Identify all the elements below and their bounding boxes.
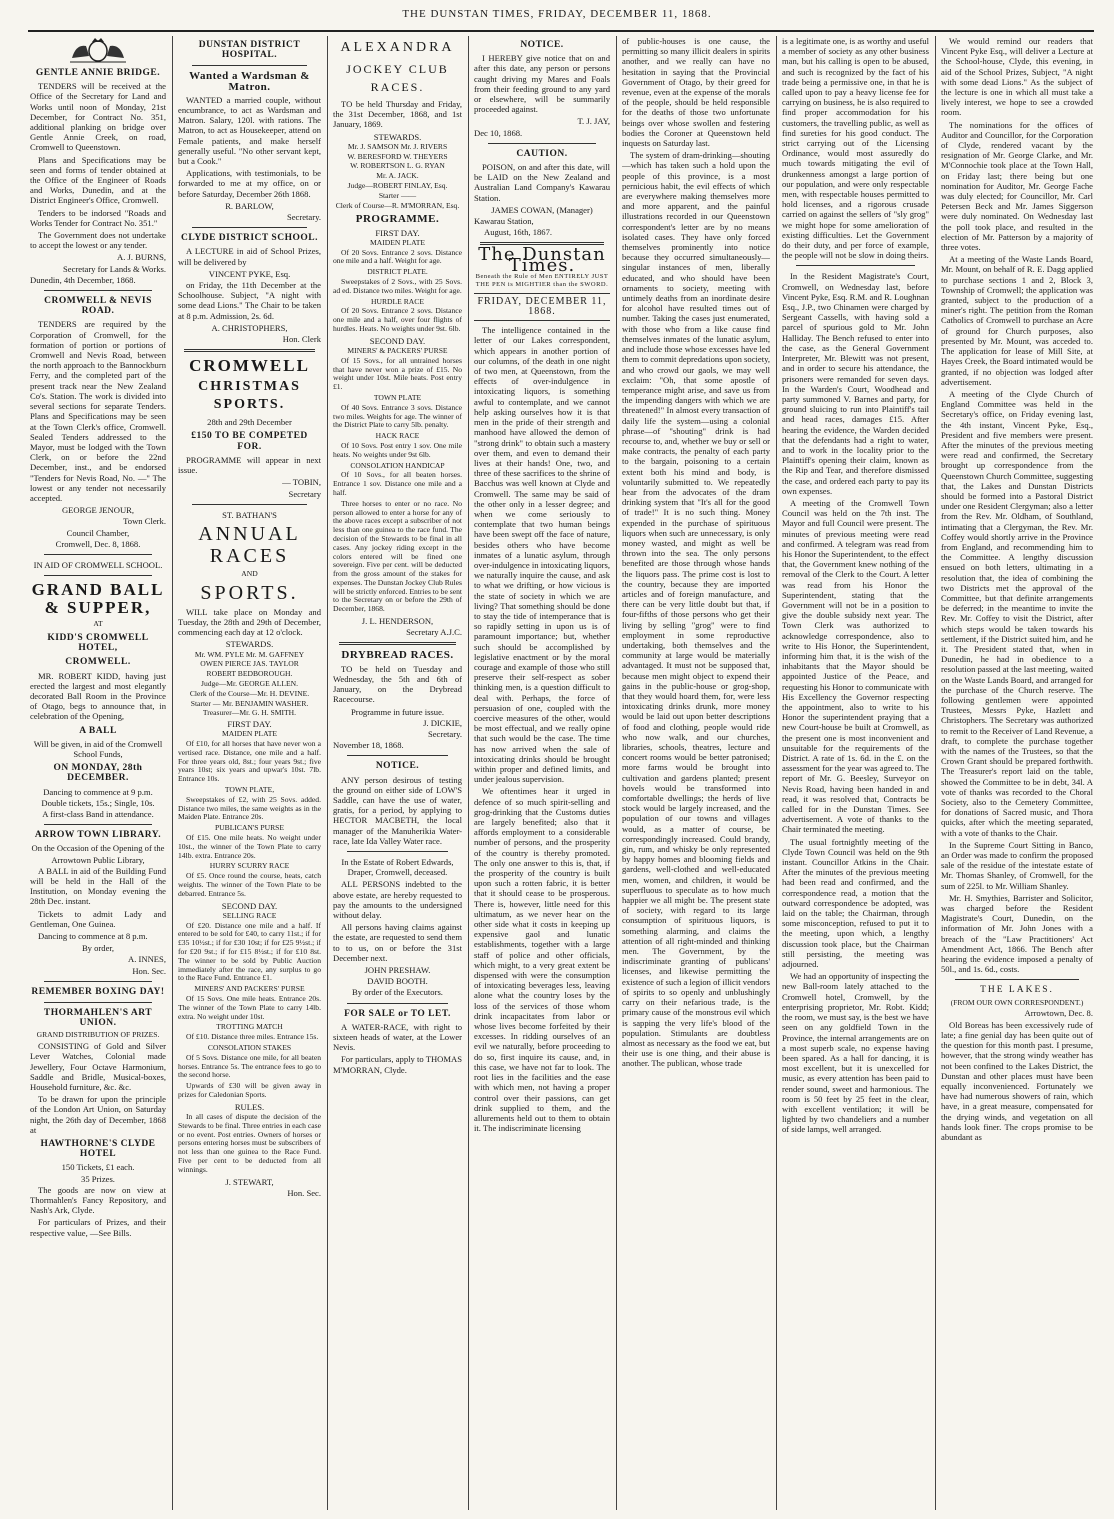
ad-text: By order of the Executors. <box>352 987 443 998</box>
official-line: Judge—ROBERT FINLAY, Esq. <box>347 181 448 190</box>
divider <box>44 575 152 576</box>
race-title: DISTRICT PLATE. <box>367 267 428 277</box>
newspaper-motto: THE PEN is MIGHTIER than the SWORD. <box>475 280 609 288</box>
ad-text: Dancing to commence at 9 p.m. <box>43 786 153 797</box>
ad-text: A WATER-RACE, with right to sixteen heads of water, at the Lower Nevis. <box>333 1021 462 1053</box>
ad-subtitle: CROMWELL. <box>65 657 131 668</box>
ad-text: A first-class Band in attendance. <box>42 808 154 819</box>
ad-signature-title: Secretary <box>288 488 321 499</box>
ad-text: TENDERS are required by the Corporation of Cromwell, for the formation of portion or portions of Cromwell and Nevis Road, between the north approach to the Bannockburn Ferry, and the completed part of the present track near the New Zealand Co's. Station. The work is divided into several sections for separate Tenders. Plans and Specifications may be seen at the Town Clerk's office, Cromwell. Sealed Tenders addressed to the Mayor, must be lodged with the Town Clerk, on or before the 22nd December, inst., and be endorsed "Tenders for Nevis Road, No. —" The lowest or any tender not necessarily accepted. <box>30 319 166 503</box>
ad-title: GENTLE ANNIE BRIDGE. <box>35 68 161 78</box>
official-line: Treasurer—Mr. G. H. SMITH. <box>202 708 297 718</box>
section-heading: STEWARDS. <box>373 131 422 142</box>
ad-text: All persons having claims against the estate, are requested to send them to to us, on or before the 31st December next. <box>333 922 462 963</box>
race-text: Of 15 Sovs., for all untrained horses that have never won a prize of £15. No weight under 10st. Mile heats. Post entry £1. <box>333 355 462 392</box>
news-paragraph: The nominations for the offices of Auditor and Councillor, for the Corporation of Clyde, rendered vacant by the resignation of Mr. George Clarke, and Mr. M'Connochie took place at the Town Hall, on Friday last; there being but one nomination for Auditor, Mr. George Fache was duly elected; for Councillor, Mr. Carl Petersen Beck and Mr. James Siggerson were duly nominated. On Wednesday last the poll took place, and resulted in the election of Mr. Patterson by a majority of three votes. <box>941 119 1093 253</box>
ad-text: The goods are now on view at Thormahlen's Fancy Repository, and Nash's Ark, Clyde. <box>30 1184 166 1216</box>
steward-line: W. BERESFORD W. THEYERS <box>347 151 448 161</box>
column-rule <box>327 36 328 1510</box>
ad-title: ANNUAL RACES <box>198 522 301 567</box>
ad-title: SPORTS. <box>200 581 299 604</box>
news-paragraph: The usual fortnightly meeting of the Clyde Town Council was held on the 9th instant. Councillor Atkins in the Chair. After the minutes of the previous meeting had been read and confirmed, and the correspondence read, a motion that the outward correspondence be adopted, was laid on the table; the Chairman, through some misconception, refused to put it to the meeting, upon which, a lengthy discussion took place, but the Chairman still persisting, the meeting was adjourned. <box>782 836 929 970</box>
ad-text: Applications, with testimonials, to be forwarded to me at my office, on or before Saturday, December 26th 1868. <box>178 168 321 199</box>
ad-title: REMEMBER BOXING DAY! <box>31 986 165 997</box>
news-paragraph: A meeting of the Clyde Church of England Committee was held in the Secretary's office, on Friday evening last, the 4th instant, Vincent Pyke, Esq., President and five members were present. After the minutes of the previous meeting were read and confirmed, the Secretary brought up correspondence from the Queenstown Church Committee, suggesting that, the Lakes and Dunstan Districts should be formed into a Pastoral District under one Resident Clergyman; also a letter from the Rev. Mr. Oldham, of Southland, intimating that a Clergyman, the Rev. Mr. Coffey would shortly arrive in the Province from England, and recommending him to the Committee. A lengthy discussion ensued on both letters, ultimating in a resolution that, the idea of combining the two Districts met the approval of the Committee, but that definite arrangements be deferred; in the meantime to invite the Rev. Mr. Coffey to visit the District, after which steps would be taken towards his settlement, if the District suited him, and he it. The President stated that, when in Dunedin, he had in obedience to a resolution passed at the last meeting, waited on the Waste Lands Board, and arranged for the purchase of the Church reserve. The following gentlemen were appointed Trustees, Messrs Pyke, Hazlett and Christophers. The Secretary was authorized to remit to the Receiver of Land Revenue, a draft, to complete the purchase together with the names of the Trustees, so that the Crown Grant should be prepared forthwith. The Treasurer's report laid on the table, showed the Committee to be in debt, 34l. A vote of thanks was recorded to the Choral Society, also to the Cemetery Committee, for donations of Sacred music, and Thora quicks, after which the meeting separated, with a vote of thanks to the Chair. <box>941 388 1093 838</box>
news-paragraph: We had an opportunity of inspecting the new Ball-room lately attached to the Cromwell hotel, Cromwell, by the enterprising proprietor, Mr. Robt. Kidd; the room, we must say, is the best we have seen on any goldfield Town in the Province, the internal arrangements are on a most superb scale, no expense having been spared. As a hall for dancing, it is most excellent, but it is unexcelled for music, as every attention has been paid to render sound, sweet and harmonious. The room is 50 feet by 25 feet in the clear, with excellent ventilation; it will be lighted by two chandeliers and a number of side lamps, well arranged. <box>782 971 929 1135</box>
race-text: Of 15 Sovs. One mile heats. Entrance 20s. The winner of the Town Plate to carry 14lb. extra. No weight under 10st. <box>178 994 321 1021</box>
divider <box>796 265 915 266</box>
divider <box>347 851 448 852</box>
ad-subtitle: KIDD'S CROMWELL HOTEL, <box>47 632 149 654</box>
issue-dateline: FRIDAY, DECEMBER 11, 1868. <box>474 293 610 321</box>
day-heading: FIRST DAY. <box>227 719 272 730</box>
section-subtitle: (FROM OUR OWN CORRESPONDENT.) <box>950 997 1084 1007</box>
news-paragraph: In the Supreme Court Sitting in Banco, an Order was made to confirm the proposed sale of the residue of the intestate estate of Mr. Thomas Shanley, of Cromwell, for the sum of 225l. to Mr. William Shanley. <box>941 839 1093 891</box>
race-text: Of £5. Once round the course, heats, catch weights. The winner of the Town Plate to be debarred. Entrance 5s. <box>178 871 321 898</box>
race-title: MINERS' & PACKERS' PURSE <box>347 345 448 355</box>
editorial-text: of public-houses is one cause, the permitting so many illicit dealers in spirits another, and we really can have no hesitation in saying that the Provincial Government of Otago, by their greed for revenue, even at the expense of the morals of the people, should be held responsible for the deaths of those two unfortunate beings over whose swollen and festering bodies the Coroner at Queenstown held inquests on Saturday last. <box>622 36 770 149</box>
race-title: TROTTING MATCH <box>216 1022 283 1032</box>
ad-title: DUNSTAN DISTRICT HOSPITAL. <box>198 40 301 61</box>
section-heading: PROGRAMME. <box>355 213 440 226</box>
race-title: HURRY SCURRY RACE <box>209 861 290 871</box>
race-text: Of 20 Sovs. Entrance 2 sovs. Distance one mile and a half, over four flights of hurdles. Heats. No weights under 9st. 6lb. <box>333 306 462 333</box>
divider <box>44 1002 152 1003</box>
ad-subtitle: HAWTHORNE'S CLYDE HOTEL <box>40 1139 156 1160</box>
news-paragraph: At a meeting of the Waste Lands Board, Mr. Mount, on behalf of R. E. Dagg applied to purchase sections 1 and 2, Block 3, Township of Cromwell; the application was granted, subject to the production of a miner's right. The petition from the Roman Catholics of Cromwell to purchase an Acre of ground for Church purposes, also presented by Mr. Mount, was acceded to. The application for lease of Mill Site, at Hayes Creek, the Board intimated would be granted, if no objection was lodged after advertisement. <box>941 254 1093 387</box>
ad-subtitle: £150 TO BE COMPETED FOR. <box>191 431 308 452</box>
ad-title: CROMWELL & NEVIS ROAD. <box>44 296 152 317</box>
ad-date: Cromwell, Dec. 8, 1868. <box>55 538 141 549</box>
ad-title: JOCKEY CLUB RACES. <box>346 62 449 94</box>
ad-text: 28th and 29th December <box>207 417 292 428</box>
ad-date: Dec 10, 1868. <box>474 127 523 138</box>
ad-text: The Government does not undertake to accept the lowest or any tender. <box>30 230 166 251</box>
ad-text: AT <box>93 619 103 629</box>
ad-signature: JAMES COWAN, (Manager) <box>491 204 593 215</box>
ad-text: Dancing to commence at 8 p.m. <box>38 931 148 942</box>
ad-signature: A. INNES, <box>128 954 166 965</box>
ad-signature: J. DICKIE, <box>423 717 462 728</box>
header-rule <box>28 30 1094 32</box>
day-heading: SECOND DAY. <box>221 900 278 911</box>
ad-text: Arrowtown Public Library, <box>51 854 145 865</box>
ad-text: TO be held on Tuesday and Wednesday, the 5th and 6th of January, on the Drybread Racecourse. <box>333 663 462 705</box>
race-title: TOWN PLATE, <box>224 785 275 795</box>
ad-title: DRYBREAD RACES. <box>341 649 454 662</box>
ad-text: VINCENT PYKE, Esq. <box>208 268 291 279</box>
divider <box>955 979 1079 980</box>
ad-place: Council Chamber, <box>66 527 130 538</box>
ad-text: ALL PERSONS indebted to the above estate, are hereby requested to pay the amounts to the undersigned without delay. <box>333 879 462 920</box>
official-line: Clerk of the Course—Mr. H. DEVINE. <box>189 688 310 698</box>
race-title: MINERS' AND PACKERS' PURSE <box>194 984 305 994</box>
column-2 <box>178 36 321 1512</box>
ad-text: Double tickets, 15s.; Single, 10s. <box>41 797 155 808</box>
ad-text: WANTED a married couple, without encumbrance, to act as Wardsman and Matron. Salary, 120l. with rations. The Matron, to act as Housekeeper, attend on Female patients, and make herself generally useful. "No other servant kept, but a Cook." <box>178 94 321 167</box>
steward-line: Mr. J. SAMSON Mr. J. RIVERS <box>347 141 448 151</box>
ad-text: Programme in future issue. <box>350 706 445 717</box>
ad-title: NOTICE. <box>520 40 564 50</box>
race-title: HACK RACE <box>375 431 420 441</box>
race-title: HURDLE RACE <box>371 296 424 306</box>
ad-text: MR. ROBERT KIDD, having just erected the largest and most elegantly decorated Ball Room in the Province of Otago, begs to announce that, in celebration of the Opening, <box>30 670 166 722</box>
race-title: CONSOLATION HANDICAP <box>350 460 445 470</box>
ad-text: A BALL in aid of the Building Fund will be held in the Hall of the Institution, on Monday evening the 28th Dec. instant. <box>30 865 166 907</box>
ad-title: CROMWELL <box>189 356 310 376</box>
section-heading: STEWARDS. <box>225 639 274 650</box>
dateline: Arrowtown, Dec. 8. <box>1024 1008 1093 1019</box>
divider <box>192 227 307 228</box>
ad-signature-title: Hon. Sec. <box>132 965 166 976</box>
divider <box>488 143 596 144</box>
race-text: Of 10 Sovs. Post entry 1 sov. One mile heats. No weights under 9st 6lb. <box>333 440 462 459</box>
section-heading: RULES. <box>234 1101 265 1112</box>
ad-text: By order, <box>81 943 115 954</box>
ad-text: ANY person desirous of testing the ground on either side of LOW'S Saddle, can have the use of water, gratis, for a period, by applying to HECTOR MACBETH, the local manager of the Manuherikia Water-race, late Ida Valley Water race. <box>333 774 462 846</box>
divider <box>347 755 448 756</box>
ad-title: CLYDE DISTRICT SCHOOL. <box>181 233 318 244</box>
royal-crest-icon <box>30 38 166 64</box>
ad-signature: — TOBIN, <box>282 477 321 488</box>
news-paragraph: In the Resident Magistrate's Court, Cromwell, on Wednesday last, before Vincent Pyke, Esq. R.M. and R. Loughnan Esq., J.P., two Chinamen were charged by Sergeant Cassells, with having sold a parcel of spurious gold to Mr. John Halliday. The Bench refused to enter into the case, as the General Government Interpreter, Mr. Blewitt was not present, and in order to secure his attendance, the prisoners were remanded for seven days. In the Warden's Court, Woodhead and party summoned V. Barnes and party, for ground sluicing to run into Plaintiff's tail and head races, damages £15. After hearing the evidence, the Warden decided that the defendants had a right to water, and to work in the locality prior to the Plaintiff's opening their claim, known as the Rip and Tear, and therefore dismissed the case, and ordered each party to pay its own expenses. <box>782 271 929 496</box>
race-text: Of 5 Sovs. Distance one mile, for all beaten horses. Entrance 5s. The entrance fees to go to the second horse. <box>178 1052 321 1080</box>
official-line: Judge—Mr. GEORGE ALLEN. <box>200 678 299 688</box>
ad-text: POISON, on and after this date, will be LAID on the New Zealand and Australian Land Company's Kawarau Station. <box>474 162 610 203</box>
ad-subtitle: Wanted a Wardsman & Matron. <box>189 70 310 93</box>
column-rule <box>172 36 173 1510</box>
ad-place: Kawarau Station, <box>474 216 534 227</box>
newspaper-motto: Beneath the Rule of Men ENTIRELY JUST <box>475 272 609 280</box>
official-line: Starter —— <box>378 190 417 200</box>
race-text: Of £10, for all horses that have never won a vertised race. Distance, one mile and a half. For three years old, 8st.; four years 9st.; five years 10st; six years and upwar's 10st. 7lb. Entrance 10s. <box>178 739 321 784</box>
ad-signature-title: Hon. Sec. <box>287 1187 321 1198</box>
divider <box>44 554 152 555</box>
ad-text: For particulars, apply to THOMAS M'MORRAN, Clyde. <box>333 1054 462 1075</box>
ad-signature-title: Hon. Clerk <box>282 334 321 345</box>
page-header <box>0 0 1114 30</box>
ad-signature: T. J. JAY, <box>577 116 610 127</box>
steward-line: ROBERT BEDBOROUGH. <box>206 669 293 679</box>
section-title: THE LAKES. <box>980 985 1054 996</box>
ad-signature: A. J. BURNS, <box>117 252 166 263</box>
race-text: Of £10. Distance three miles. Entrance 15s. <box>186 1032 319 1042</box>
newspaper-title: The Dunstan Times. <box>478 244 606 276</box>
news-paragraph: Mr. H. Smythies, Barrister and Solicitor, was charged before the Resident Magistrate's Court, Dunedin, on the information of Mr. John Jones with a breach of the "Law Practitioners' Act Amendment Act, 1866. The Bench after hearing the evidence imposed a penalty of 50l., and 1s. 6d., costs. <box>941 892 1093 975</box>
column-rule <box>776 36 777 1510</box>
ad-signature: J. L. HENDERSON, <box>361 616 434 627</box>
rules-text: In all cases of dispute the decision of the Stewards to be final. Three entries in each case or no event. Post entries. Owners of horses or persons entering horses must be subscribers of not less than one guinea to the Race Fund. Five per cent to be deducted from all winnings. <box>178 1111 321 1174</box>
ad-text: on Friday, the 11th December at the Schoolhouse. Subject, "A night with some dead Lions." The Chair to be taken at 8 p.m. Admission, 2s. 6d. <box>178 280 321 321</box>
race-title: TOWN PLATE <box>373 392 422 402</box>
ad-text: TENDERS will be received at the Office of the Secretary for Land and Works until noon of Monday, 21st December, for Contract No. 351, additional planking on bridge over Gentle Annie Creek, on road, Cromwell to Queenstown. <box>30 81 166 153</box>
ad-title: THORMAHLEN'S ART UNION. <box>43 1008 153 1029</box>
day-heading: SECOND DAY. <box>369 335 426 346</box>
divider <box>44 824 152 825</box>
ad-text: 150 Tickets, £1 each. <box>61 1162 135 1173</box>
ad-text: Will be given, in aid of the Cromwell School Funds, <box>33 738 163 759</box>
race-text: Of 40 Sovs. Entrance 3 sovs. Distance two miles. Weights for age. The winner of the District Plate to carry 5lb. penalty. <box>333 402 462 430</box>
column-rule <box>468 36 469 1510</box>
ad-text: PROGRAMME will appear in next issue. <box>178 454 321 476</box>
editorial-text: The system of dram-drinking—shouting—which has taken such a hold upon the people of this province, is a most pernicious habit, the evil effects of which are everywhere making themselves more and more apparent, and the painful illustrations recorded in our Queenstown correspondent's letter are by no means isolated cases. They have only forced themselves prominently into notice because they occurred simultaneously—singular instances of men, liberally educated, and who should have been ornaments to society, meeting with untimely deaths from an inordinate desire for alcohol have resulted times out of number. Taking the cases just enumerated, with those who from a like cause find themselves inmates of the lunatic asylum, and include those whose excesses have led them to commit depredations upon society, and who crowd our gaols, we may well exclaim: "Oh, that some apostle of temperance might arise, and save us from the impending dangers with which we are threatened!" In almost every transaction of daily life the system—using a colonial phrase—of "shouting" drink is had recourse to, and, whether we buy or sell or make contracts, the penalty of each party to the bargain, poisoning to a certain extent both his mind and body, is voluntarily submitted to. We repeatedly hear from the advocates of the dram drinking system that "It's all for the good of trade!" It is no such thing. Money expended in the purchase of spirituous liquors when such are unnecessary, is only money wasted, and might as well be thrown into the sea. The only persons benefited are those through whose hands the liquors pass. The prime cost is lost to the country, because they are imported articles and of foreign manufacture, and there can be very little doubt but that, if four-fifths of those persons who get their living by selling "grog" were to find employment in some reproductive undertaking, both themselves and the community at large would be materially advantaged. It must not be supposed that, because men might object to expend their gains in the public-house or grog-shop, that they would hoard them, for, were less intoxicating drinks drunk, more money would be laid out upon better descriptions of food and clothing, people would ride who now walk, and our churches, libraries, schools, theatres, lecture and concert rooms would be better patronised; more farms would be brought into cultivation and gardens planted; present hovels would be transformed into comfortable dwellings; the herds of live stock would be largely increased, and the population of our towns and villages would, as a matter of course, be correspondingly increased. Could brandy, gin, rum, and whisky be only represented by happy homes and blooming fields and gardens, well-clothed and well-educated men, women, and children, it would be superfluous to speculate as to how much happier we all might be. The present state of society, with regard to its large consumption of spirituous liquors, is something alarming, and claims the attention of all right-minded and thinking men. The Government, by the indiscriminate granting of publicans' licenses, and likewise permitting the existence of such a legion of illicit vendors of spirits to so openly and unblushingly carry on their nefarious trade, is the primary cause of the monstrous evil which is sapping the very life's blood of the population. Stimulants are doubtless almost as necessary as the food we eat, but their use is one thing, and their abuse is another. The publican, whose trade <box>622 150 770 1069</box>
ad-text: AND <box>241 568 258 578</box>
ad-signature-title: Secretary. <box>286 212 321 223</box>
editorial-text: We oftentimes hear it urged in defence of so much spirit-selling and grog-drinking that the Customs duties are largely benefited; also that it affords employment to a considerable number of persons, and the prosperity of the country is thereby promoted. The only one answer to this is, that, if the prosperity of the country is built upon such a rotten fabric, it is better that it should cease to be prosperous. There is, however, little need for this ultimatum, as we never hear on the other side what it costs in keeping up expensive gaol and lunatic establishments, together with a large staff of police and other officials, which might, to a very great extent be dispensed with were the consumption of intoxicating beverages less, leaving alone what the country loses by the loss of the services of those whom drink incapacitates from labor or whose lives become forfeited by their excesses. In ridding ourselves of an evil we naturally, before proceeding to do so, first inquire its cause, and, in this case, we have not far to look. The root lies in the facilities and the ease with which men, not having a proper control over their passions, can get drink supplied to them, and the allurements held out to them to obtain it. The indiscriminate licensing <box>474 786 610 1134</box>
steward-line: OWEN PIERCE JAS. TAYLOR <box>200 659 299 669</box>
news-paragraph: Old Boreas has been excessively rude of late; a fine genial day has been quite out of the question for this month past. I presume, however, that the strong windy weather has not been confined to the Lakes District, the Dunstan and other places must have been equally inconvenienced. Fortunately we have had numerous showers of rain, which have, in a great measure, compensated for the drying winds, and vegetation on all hands look finer. The crops promise to be abundant as <box>941 1019 1093 1142</box>
ad-text: On the Occasion of the Opening of the <box>31 843 165 854</box>
ad-pretitle: IN AID OF CROMWELL SCHOOL. <box>33 559 163 570</box>
ad-text: To be drawn for upon the principle of the London Art Union, on Saturday night, the 26th day of December, 1868 at <box>30 1094 166 1135</box>
ad-date: August, 16th, 1867. <box>484 227 553 238</box>
ad-title: ALEXANDRA <box>340 40 455 55</box>
ad-title: ARROW TOWN LIBRARY. <box>34 830 162 841</box>
ad-signature: JOHN PRESHAW. <box>364 964 431 975</box>
ad-subtitle: ON MONDAY, 28th DECEMBER. <box>53 763 143 784</box>
ad-text: 35 Prizes. <box>81 1173 115 1184</box>
ad-signature: J. STEWART, <box>225 1176 274 1187</box>
column-1 <box>30 36 166 1512</box>
ad-text: Tenders to be indorsed "Roads and Works Tender for Contract No. 351." <box>30 207 166 228</box>
ad-text: I HEREBY give notice that on and after this date, any person or persons caught driving my Mares and Foals from their feeding ground to any yard or elsewhere, will be summarily proceeded against. <box>474 53 610 115</box>
official-line: Starter — Mr. BENJAMIN WASHER. <box>190 698 309 708</box>
race-text: Of £20. Distance one mile and a half. If entered to be sold for £40, to carry 11st.; if for £35 10½st.; if for £30 10st; if for £25 9½st.; if for £20 9st.; if for £15 8½st.; if for £10 8st. The winner to be sold by Public Auction immediately after the race, any surplus to go to the Race Fund. Entrance £1. <box>178 920 321 983</box>
ad-signature-title: Secretary. <box>427 728 462 739</box>
ad-signature-title: Secretary for Lands & Works. <box>63 263 166 274</box>
divider <box>347 1003 448 1004</box>
official-line: Clerk of Course—R. M'MORRAN, Esq. <box>335 200 460 210</box>
race-text: Sweepstakes of 2 Sovs., with 25 Sovs. ad ed. Distance two miles. Weight for age. <box>333 276 462 295</box>
steward-line: W. ROBERTSON L. G. RYAN <box>350 161 445 171</box>
day-heading: FIRST DAY. <box>375 227 420 238</box>
divider <box>192 504 307 505</box>
ad-signature: DAVID BOOTH. <box>367 976 428 987</box>
race-text: Of 20 Sovs. Entrance 2 sovs. Distance one mile and a half. Weight for age. <box>333 247 462 266</box>
steward-line: Mr. A. JACK. <box>376 171 419 181</box>
race-title: MAIDEN PLATE <box>369 237 426 247</box>
ad-text: WILL take place on Monday and Tuesday, the 28th and 29th of December, commencing each day at 12 o'clock. <box>178 606 321 638</box>
ad-signature-title: Secretary A.J.C. <box>406 627 462 638</box>
ad-signature: A. CHRISTOPHERS, <box>211 322 288 333</box>
ad-text: TO be held Thursday and Friday, the 31st December, 1868, and 1st January, 1869. <box>333 99 462 130</box>
ad-subtitle: A BALL <box>79 725 117 736</box>
ad-text: Tickets to admit Lady and Gentleman, One Guinea. <box>30 908 166 929</box>
ad-date: Dunedin, 4th December, 1868. <box>30 274 136 285</box>
column-6 <box>782 36 929 1512</box>
ad-title: CHRISTMAS SPORTS. <box>198 379 301 413</box>
steward-line: Mr. WM. PYLE Mr. M. GAFFNEY <box>194 649 305 659</box>
ad-pretitle: ST. BATHAN'S <box>222 509 277 520</box>
ad-signature-title: Town Clerk. <box>123 516 166 527</box>
race-title: SELLING RACE <box>222 910 277 920</box>
race-title: MAIDEN PLATE <box>221 729 278 739</box>
column-3 <box>333 36 462 1512</box>
rules-text: Three horses to enter or no race. No person allowed to enter a horse for any of the above races except a subscriber of not less than one guinea to the race fund. The decision of the Stewards to be final in all cases. Any jockey riding except in the colors entered will be fined one sovereign. Five per cent. will be deducted from the gross amount of the stakes for expenses. The Dunstan Jockey Club Rules will be strictly enforced. Entries to be sent to the Secretary on or before the 29th of December, 1868. <box>333 498 462 614</box>
editorial-text: is a legitimate one, is as worthy and useful a member of society as any other business man, but his calling is open to be abused, and such is recognized by the fact of his trade being a permissive one, in that he is called upon to pay a heavy license fee for carrying on business, he is also required to find proper accommodation for his customers, the travelling public, as well as find sureties for his good conduct. The strict carrying out of the Licensing Ordinance, would most assuredly do much towards mitigating the evil of drunkenness amongst a large portion of our population, and were only respectable men, with respectable houses permitted to hold licenses, and a rigorous crusade carried on against the sellers of "sly grog" we might hope for some amelioration of existing difficulties. Let the Government do their duty, and per force of example, the people will not be slow in doing theirs. <box>782 36 929 261</box>
divider <box>44 290 152 291</box>
ad-text: For particulars of Prizes, and their respective value, —See Bills. <box>30 1217 166 1238</box>
ad-signature: GEORGE JENOUR, <box>61 505 135 516</box>
column-7 <box>941 36 1093 1512</box>
ad-text: CONSISTING of Gold and Silver Lever Watches, Colonial made Jewellery, Four Octave Harmonium, Saddle and Bridle, Musical-boxes, Household furniture, &c. &c. <box>30 1041 166 1093</box>
ad-subtitle: GRAND DISTRIBUTION OF PRIZES. <box>36 1030 160 1040</box>
ad-title: GRAND BALL & SUPPER, <box>31 580 165 618</box>
race-text: Of 10 Sovs., for all beaten horses. Entrance 1 sov. Distance one mile and a half. <box>333 470 462 497</box>
column-rule <box>616 36 617 1510</box>
editorial-text: The intelligence contained in the letter of our Lakes correspondent, which appears in another portion of our columns, of the death in one night of two men, at Queenstown, from the effects of over-indulgence in intoxicating liquors, is something awful to contemplate, and we cannot help asking ourselves how it is that men in the pride of their strength and manhood have allowed the demon of "strong drink" to obtain such a mastery over them, and even to demand their lives at their hands! One, two, and three of these sacrifices to the shrine of Bacchus was well known at Clyde and Cromwell. The same may be said of the other only in a lesser degree; and when we come seriously to contemplate that two human beings have been swept off the face of nature, besides others who have become inmates of a lunatic asylum, through over-indulgence in intoxicating liquors, we naturally inquire the cause, and ask to what we drifting, or how vicious is the state of society in which we are living? That something should be done to stay the tide of intemperance that is so rapidly setting in upon us is of paramount importance; but, whether such should be accomplished by legislative enactment or by the moral courage and example of those who still preserve their self-respect as sober thinking men, is a question difficult to deal with. Perhaps, the force of persuasion of one, coupled with the coercive measures of the other, would be most effectual, and we really opine that such would be the case. The time has now arrived when the sale of intoxicating drinks should be brought within proper and defined limits, and under jealous supervision. <box>474 325 610 785</box>
race-text: Sweepstakes of £2, with 25 Sovs. added. Distance two miles, the same weights as in the Maiden Plate. Entrance 20s. <box>178 794 321 822</box>
ad-title: NOTICE. <box>375 761 420 772</box>
ad-date: November 18, 1868. <box>333 740 404 751</box>
ad-title: CAUTION. <box>516 148 568 159</box>
ad-text: A LECTURE in aid of School Prizes, will be delivered by <box>178 246 321 267</box>
column-rule <box>935 36 936 1510</box>
running-head: THE DUNSTAN TIMES, FRIDAY, DECEMBER 11, 1868. <box>402 8 712 20</box>
divider <box>339 642 456 645</box>
news-paragraph: A meeting of the Cromwell Town Council was held on the 7th inst. The Mayor and full Council were present. The minutes of previous meeting were read and confirmed. A telegram was read from his Honor the Superintendent, to the effect that, the Government knew nothing of the removal of the Clerk to the Court. A letter was read from his Honor the Superintendent, stating that the Government will not be in a position to give the double subsidy next year. The Town Clerk was authorized to acknowledge correspondence, also to write to His Honor, the Superintendent, informing him that, it is the wish of the inhabitants that the Mayor should be appointed Justice of the Peace, and requesting his Honor to communicate with His Excellency the Governor respecting the appointment, also to write to his Honor the superintendent praying that a new Court-house be built at Cromwell, as the present one is most inconvenient and unsuitable for the requirements of the District. A rate of 1s. 6d. in the £. on the assessment for the year was agreed to. The report of Mr. G. Beesley, Surveyor on Nevis Road, having been handed in and read, it was resolved that, Contracts be called for in the Dunstan Times. See advertisement. A vote of thanks to the Chair terminated the meeting. <box>782 497 929 835</box>
column-4 <box>474 36 610 1512</box>
news-paragraph: We would remind our readers that Vincent Pyke Esq., will deliver a Lecture at the School-house, Clyde, this evening, in aid of the School Prizes, Subject, "A night with some dead Lions." As the subject of the lecture is one in which all must take a lively interest, we hope to see a crowded room. <box>941 36 1093 118</box>
ad-text: Plans and Specifications may be seen and forms of tender obtained at the Office of the Engineer of Roads and Works, Dunedin, and at the District Engineer's Office, Cromwell. <box>30 154 166 206</box>
column-5 <box>622 36 770 1512</box>
ad-text: In the Estate of Robert Edwards, Draper, Cromwell, deceased. <box>341 856 454 878</box>
race-title: CONSOLATION STAKES <box>207 1043 292 1052</box>
ad-signature: R. BARLOW, <box>225 200 274 211</box>
race-text: Of £15. One mile heats. No weight under 10st., the winner of the Town Plate to carry 14lb. extra. Entrance 20s. <box>178 833 321 860</box>
race-title: PUBLICAN'S PURSE <box>214 823 285 833</box>
divider <box>192 65 307 66</box>
divider <box>184 349 315 352</box>
race-text: Upwards of £30 will be given away in prizes for Caledonian Sports. <box>178 1081 321 1099</box>
ad-title: FOR SALE or TO LET. <box>344 1008 451 1019</box>
divider <box>44 981 152 982</box>
